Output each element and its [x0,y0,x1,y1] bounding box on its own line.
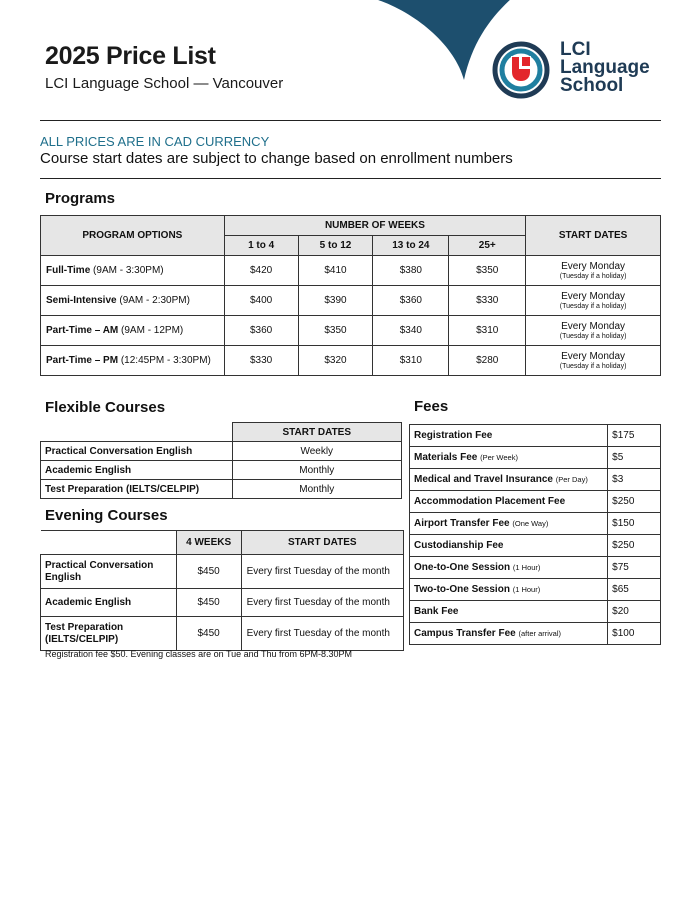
program-name: Part-Time – AM (9AM - 12PM) [41,316,225,346]
fee-price: $250 [608,535,661,557]
col-weeks-range: 13 to 24 [373,236,449,256]
fee-name: Airport Transfer Fee (One Way) [410,513,608,535]
start-date-cell: Every first Tuesday of the month [241,617,403,651]
programs-table [40,215,661,376]
table-row [41,617,404,651]
fee-name: Bank Fee [410,601,608,623]
table-row [410,557,661,579]
start-date-cell: Every Monday (Tuesday if a holiday) [526,256,661,286]
fee-name: Materials Fee (Per Week) [410,447,608,469]
start-date-notice: Course start dates are subject to change based on enrollment numbers [40,150,513,167]
price-cell: $320 [298,346,373,376]
price-cell: $400 [224,286,298,316]
page-title: 2025 Price List [45,42,216,70]
program-name: Semi-Intensive (9AM - 2:30PM) [41,286,225,316]
col-start-dates: START DATES [526,216,661,256]
currency-notice: ALL PRICES ARE IN CAD CURRENCY [40,134,270,149]
empty-header [41,531,177,555]
price-cell: $420 [224,256,298,286]
price-cell: $330 [449,286,526,316]
price-cell: $360 [224,316,298,346]
fee-price: $65 [608,579,661,601]
start-date-cell: Monthly [232,480,401,499]
evening-courses-heading: Evening Courses [45,507,168,524]
course-name: Practical Conversation English [41,442,233,461]
start-date-cell: Every Monday (Tuesday if a holiday) [526,316,661,346]
fee-name: Registration Fee [410,425,608,447]
table-row [410,535,661,557]
divider [40,120,661,121]
fee-price: $250 [608,491,661,513]
lci-logo [490,38,670,102]
price-cell: $310 [449,316,526,346]
col-start-dates: START DATES [241,531,403,555]
start-date-cell: Every first Tuesday of the month [241,555,403,589]
course-name: Academic English [41,589,177,617]
fee-name: Two-to-One Session (1 Hour) [410,579,608,601]
flexible-courses-table [40,422,402,499]
price-cell: $390 [298,286,373,316]
price-cell: $350 [298,316,373,346]
program-name: Full-Time (9AM - 3:30PM) [41,256,225,286]
table-row [410,425,661,447]
table-row [41,461,402,480]
start-date-cell: Every Monday (Tuesday if a holiday) [526,286,661,316]
table-row [410,447,661,469]
fee-name: One-to-One Session (1 Hour) [410,557,608,579]
price-cell: $280 [449,346,526,376]
table-row [41,442,402,461]
fee-name: Medical and Travel Insurance (Per Day) [410,469,608,491]
table-row [41,589,404,617]
fees-table [409,424,661,645]
table-row [410,579,661,601]
price-cell: $450 [176,555,241,589]
table-row [410,513,661,535]
price-cell: $450 [176,617,241,651]
price-cell: $450 [176,589,241,617]
table-row [41,256,661,286]
table-row [410,601,661,623]
col-program-options: PROGRAM OPTIONS [41,216,225,256]
fee-name: Custodianship Fee [410,535,608,557]
price-cell: $350 [449,256,526,286]
course-name: Practical Conversation English [41,555,177,589]
table-row [41,346,661,376]
table-row [410,491,661,513]
page-subtitle: LCI Language School — Vancouver [45,75,284,92]
table-row [41,480,402,499]
price-cell: $330 [224,346,298,376]
start-date-cell: Every Monday (Tuesday if a holiday) [526,346,661,376]
start-date-cell: Monthly [232,461,401,480]
col-weeks-range: 5 to 12 [298,236,373,256]
col-weeks-range: 25+ [449,236,526,256]
fee-price: $150 [608,513,661,535]
empty-header [41,423,233,442]
price-cell: $380 [373,256,449,286]
table-row [41,286,661,316]
fee-price: $100 [608,623,661,645]
course-name: Academic English [41,461,233,480]
fee-price: $75 [608,557,661,579]
col-number-of-weeks: NUMBER OF WEEKS [224,216,526,236]
col-4-weeks: 4 WEEKS [176,531,241,555]
table-row [410,623,661,645]
fee-name: Campus Transfer Fee (after arrival) [410,623,608,645]
fee-name: Accommodation Placement Fee [410,491,608,513]
table-row [41,316,661,346]
start-date-cell: Weekly [232,442,401,461]
table-row [410,469,661,491]
evening-courses-table [40,530,404,651]
programs-heading: Programs [45,190,116,207]
table-row [41,555,404,589]
logo-wordmark: LCI Language School [560,39,650,96]
col-start-dates: START DATES [232,423,401,442]
course-name: Test Preparation (IELTS/CELPIP) [41,480,233,499]
fee-price: $175 [608,425,661,447]
price-cell: $340 [373,316,449,346]
fee-price: $20 [608,601,661,623]
price-cell: $310 [373,346,449,376]
course-name: Test Preparation (IELTS/CELPIP) [41,617,177,651]
program-name: Part-Time – PM (12:45PM - 3:30PM) [41,346,225,376]
price-cell: $410 [298,256,373,286]
fee-price: $5 [608,447,661,469]
fee-price: $3 [608,469,661,491]
price-cell: $360 [373,286,449,316]
flexible-courses-heading: Flexible Courses [45,399,166,416]
fees-heading: Fees [414,398,449,415]
col-weeks-range: 1 to 4 [224,236,298,256]
divider [40,178,661,179]
lci-logo-icon [490,39,552,101]
footer-note: Registration fee $50. Evening classes are on Tue and Thu from 6PM-8.30PM [45,649,353,659]
start-date-cell: Every first Tuesday of the month [241,589,403,617]
